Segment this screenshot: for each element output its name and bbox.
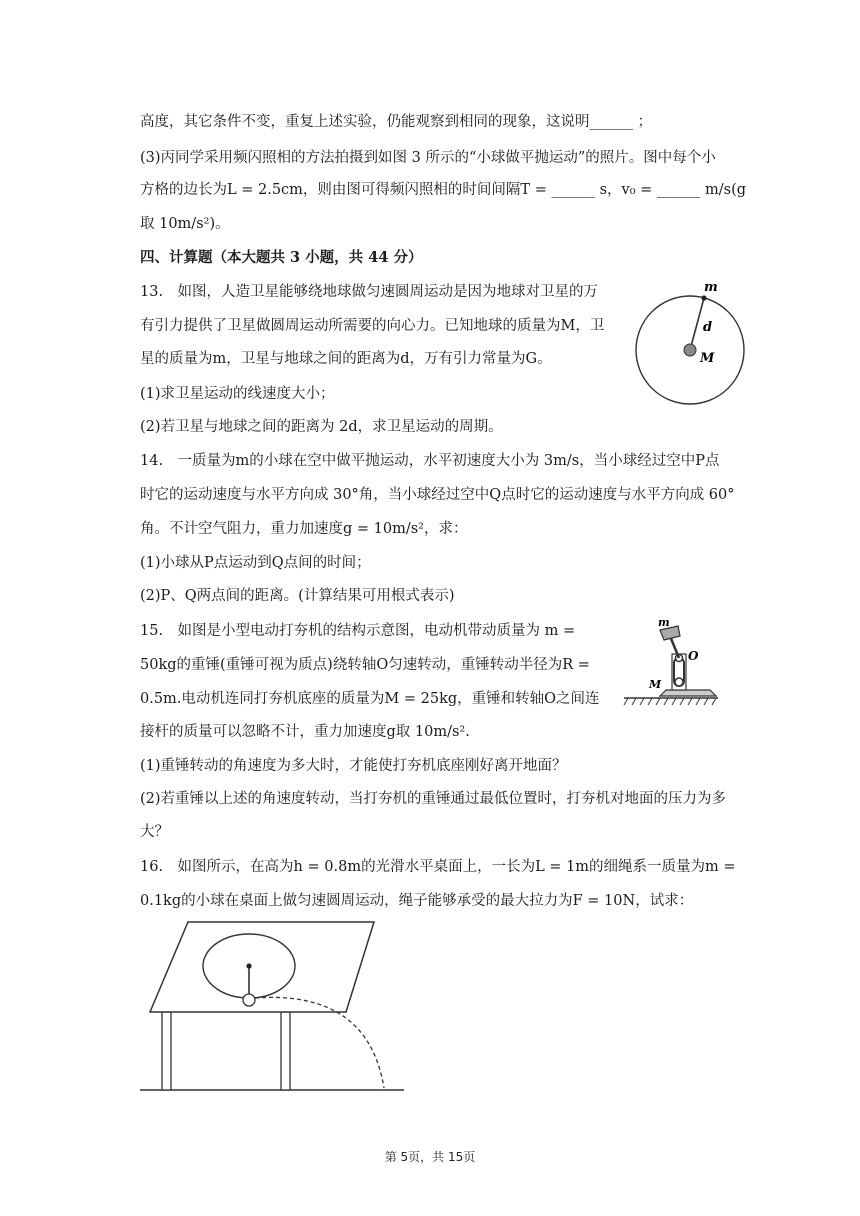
- question-14-text: 14. 一质量为m的小球在空中做平抛运动，水平初速度大小为 3m/s，当小球经过空中P点: [140, 453, 720, 469]
- center-point: [246, 963, 251, 968]
- question-14-text: 时它的运动速度与水平方向成 30°角，当小球经过空中Q点时它的运动速度与水平方向成 60°: [140, 487, 735, 503]
- radius-line: [690, 298, 704, 350]
- table-leg-front-left: [162, 1012, 171, 1090]
- question-15-part-1: (1)重锤转动的角速度为多大时，才能使打夯机底座刚好离开地面？: [140, 758, 567, 774]
- question-16-text: 16. 如图所示，在高为h = 0.8m的光滑水平桌面上，一长为L = 1m的细绳系一质量为m =: [140, 859, 736, 875]
- earth-dot: [684, 344, 696, 356]
- label-M: M: [700, 351, 715, 366]
- table-circular-motion-figure: [138, 918, 408, 1094]
- question-15-part-2-cont: 大？: [140, 824, 169, 840]
- question-13-text: 有引力提供了卫星做圆周运动所需要的向心力。已知地球的质量为M，卫: [140, 318, 605, 334]
- label-M: M: [649, 678, 662, 691]
- table-leg-front-right: [281, 1012, 290, 1090]
- rammer-figure: [622, 616, 722, 708]
- question-13-text: 星的质量为m，卫星与地球之间的距离为d，万有引力常量为G。: [140, 351, 552, 367]
- text-line: 方格的边长为L = 2.5cm，则由图可得频闪照相的时间间隔T = ______ s，v₀ = ______ m/s(g: [140, 182, 747, 198]
- question-15-text: 15. 如图是小型电动打夯机的结构示意图，电动机带动质量为 m =: [140, 623, 576, 639]
- question-15-text: 50kg的重锤(重锤可视为质点)绕转轴O匀速转动，重锤转动半径为R =: [140, 657, 590, 673]
- question-15-part-2: (2)若重锤以上述的角速度转动，当打夯机的重锤通过最低位置时，打夯机对地面的压力为多: [140, 791, 727, 807]
- question-15-text: 接杆的质量可以忽略不计，重力加速度g取 10m/s².: [140, 724, 470, 740]
- text-line: (3)丙同学采用频闪照相的方法拍摄到如图 3 所示的“小球做平抛运动”的照片。图中每个小: [140, 150, 716, 166]
- label-O: O: [688, 649, 699, 663]
- text-line: 高度，其它条件不变，重复上述实验，仍能观察到相同的现象，这说明______ ；: [140, 114, 653, 130]
- question-13-text: 13. 如图，人造卫星能够绕地球做匀速圆周运动是因为地球对卫星的万: [140, 284, 599, 300]
- satellite-orbit-figure: [632, 280, 752, 400]
- label-m: m: [658, 616, 670, 629]
- question-13-part-2: (2)若卫星与地球之间的距离为 2d，求卫星运动的周期。: [140, 419, 503, 435]
- question-16-text: 0.1kg的小球在桌面上做匀速圆周运动，绳子能够承受的最大拉力为F = 10N，试求：: [140, 893, 694, 909]
- question-14-part-2: (2)P、Q两点间的距离。(计算结果可用根式表示): [140, 588, 455, 604]
- question-13-part-1: (1)求卫星运动的线速度大小；: [140, 386, 335, 402]
- label-m: m: [704, 280, 718, 295]
- text-line: 取 10m/s²)。: [140, 216, 230, 232]
- section-heading: 四、计算题（本大题共 3 小题，共 44 分）: [140, 249, 423, 266]
- label-d: d: [703, 320, 713, 335]
- ball: [243, 994, 255, 1006]
- rammer-base: [660, 690, 716, 696]
- question-15-text: 0.5m.电动机连同打夯机底座的质量为M = 25kg，重锤和转轴O之间连: [140, 691, 600, 707]
- question-14-text: 角。不计空气阻力，重力加速度g = 10m/s²，求：: [140, 521, 468, 537]
- satellite-dot: [701, 295, 706, 300]
- ground-hatch: [624, 698, 716, 705]
- page-footer: 第 5页，共 15页: [384, 1150, 476, 1164]
- motor-wheel: [675, 678, 683, 686]
- question-14-part-1: (1)小球从P点运动到Q点间的时间；: [140, 555, 371, 571]
